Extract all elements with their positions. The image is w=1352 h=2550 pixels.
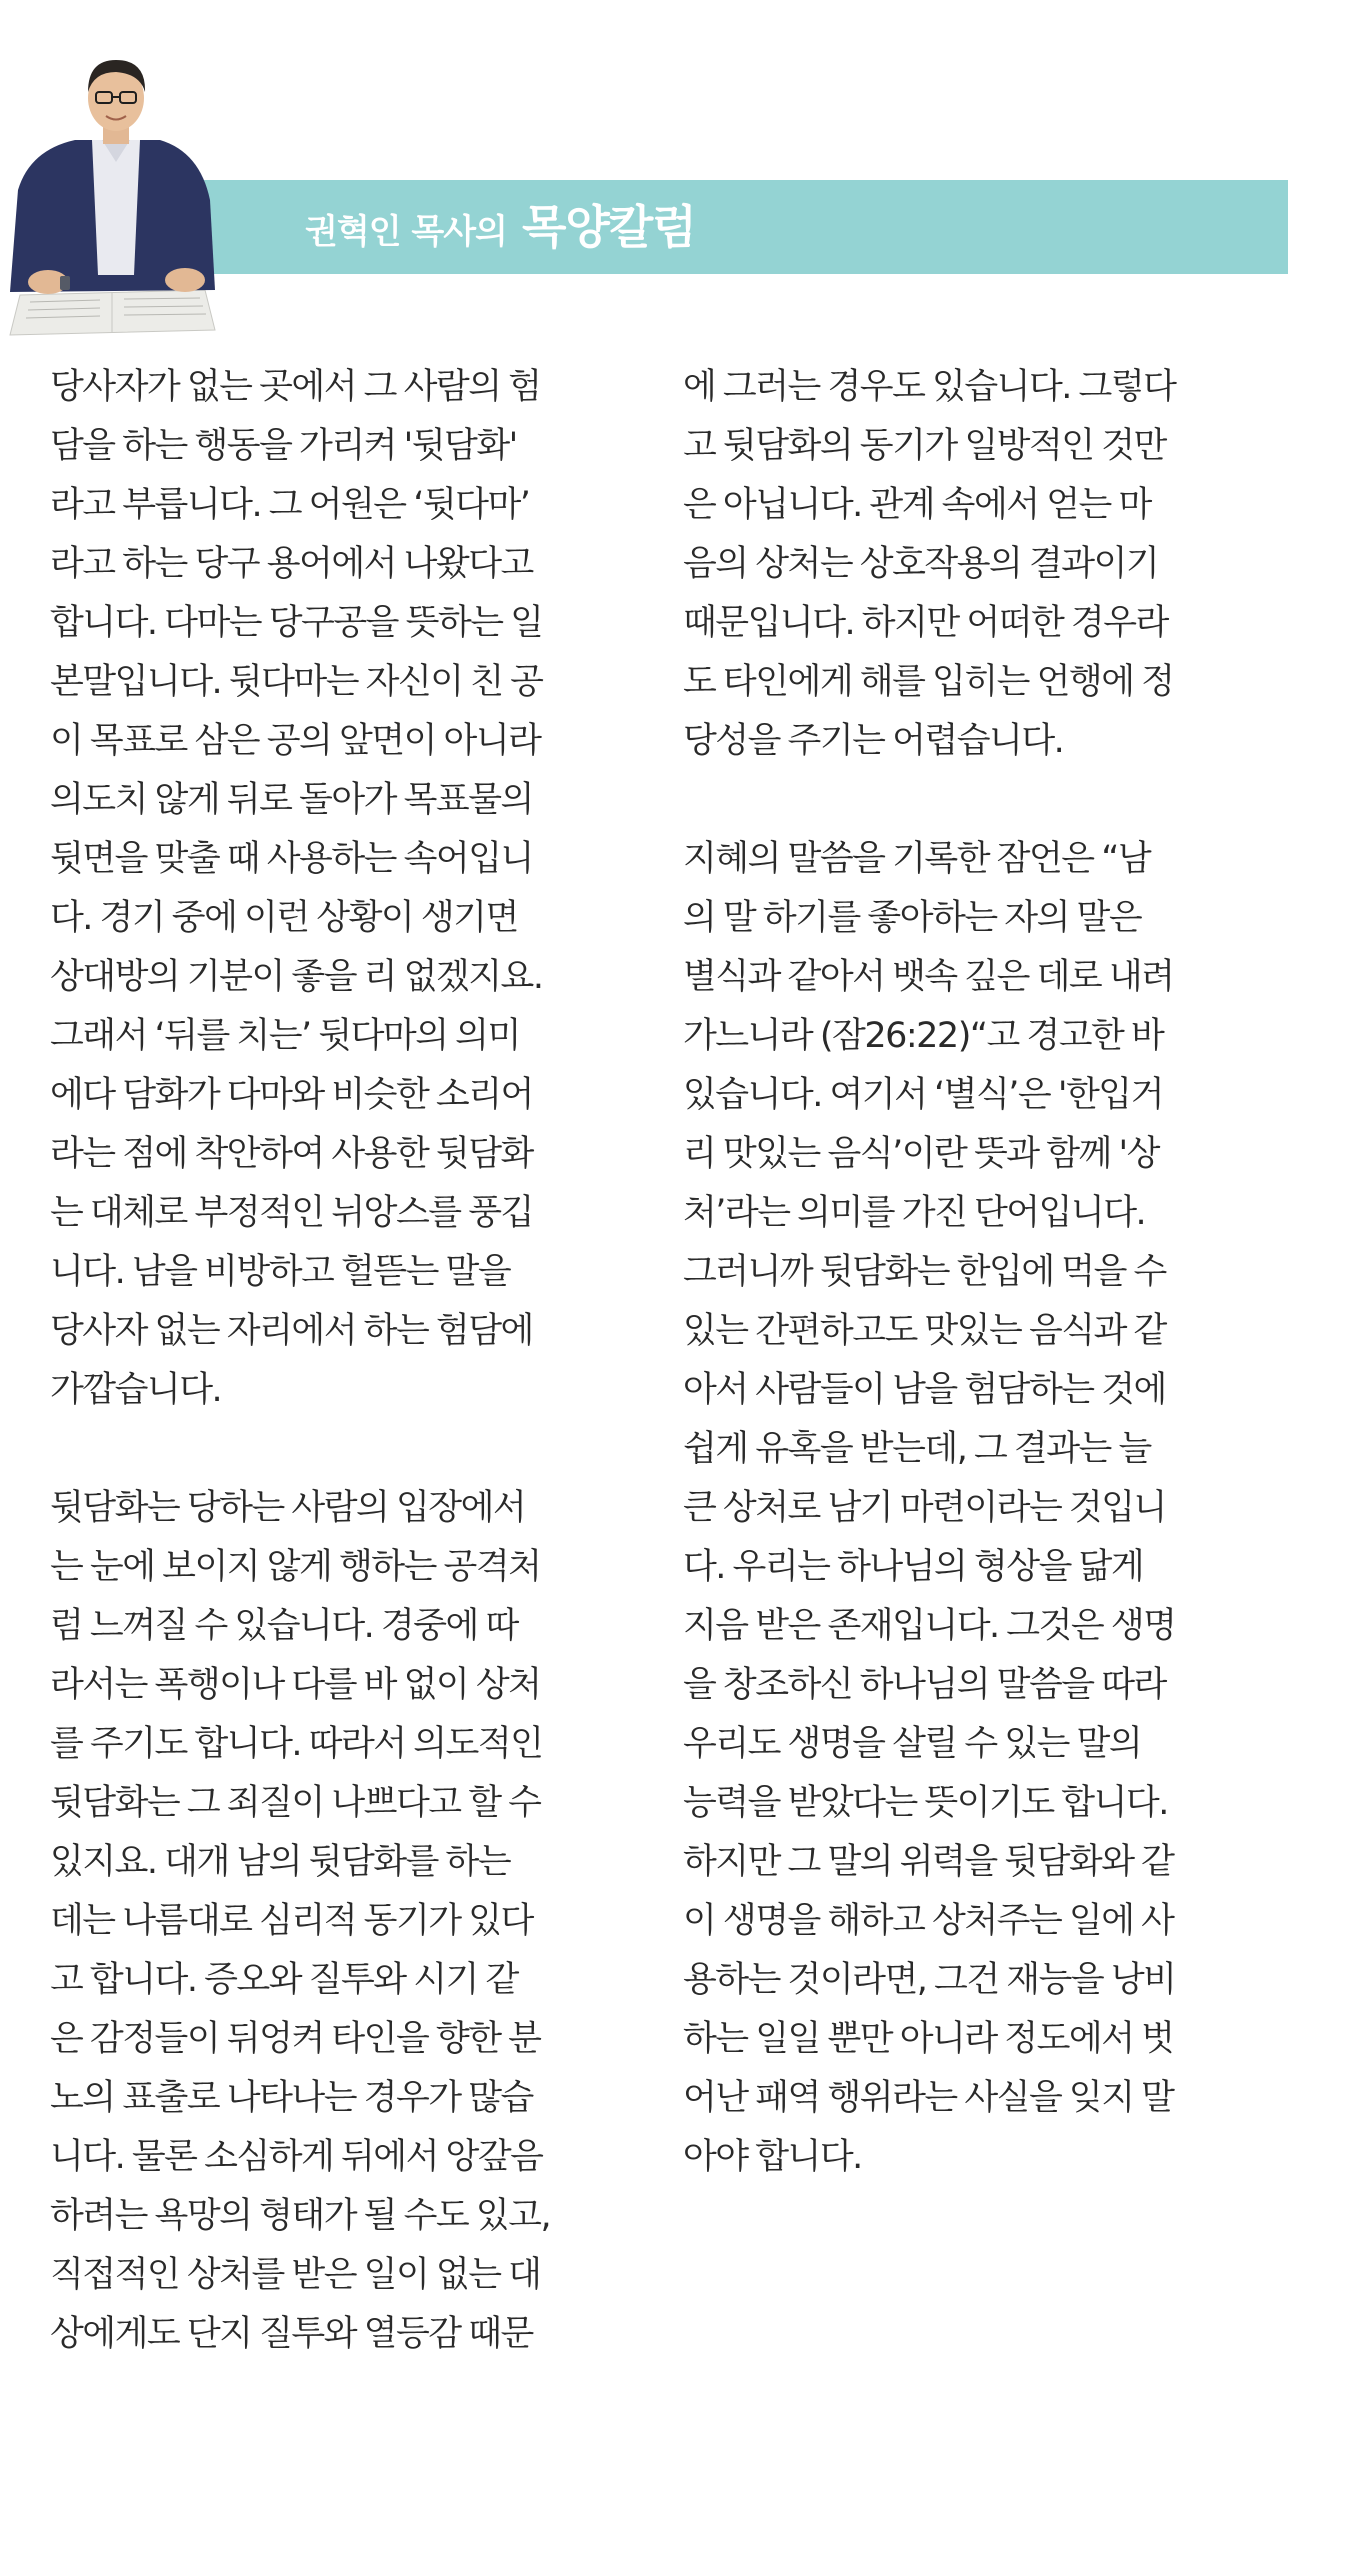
text-line: 를 주기도 합니다. 따라서 의도적인 xyxy=(50,1724,543,1764)
column-title xyxy=(305,180,696,274)
text-line: 합니다. 다마는 당구공을 뜻하는 일 xyxy=(50,603,543,643)
text-line: 는 눈에 보이지 않게 행하는 공격처 xyxy=(50,1547,541,1587)
text-line: 럼 느껴질 수 있습니다. 경중에 따 xyxy=(50,1606,518,1646)
paragraph-gap xyxy=(50,1420,635,1479)
text-line: 라서는 폭행이나 다를 바 없이 상처 xyxy=(50,1665,541,1705)
text-line: 있는 간편하고도 맛있는 음식과 같 xyxy=(683,1311,1166,1351)
text-line: 어난 패역 행위라는 사실을 잊지 말 xyxy=(683,2078,1174,2118)
text-line: 그러니까 뒷담화는 한입에 먹을 수 xyxy=(683,1252,1166,1292)
text-line: 있습니다. 여기서 ‘별식’은 '한입거 xyxy=(683,1075,1163,1115)
text-line: 도 타인에게 해를 입히는 언행에 정 xyxy=(683,662,1174,702)
text-line: 큰 상처로 남기 마련이라는 것입니 xyxy=(683,1488,1166,1528)
text-line: 아야 합니다. xyxy=(683,2137,862,2177)
text-line: 본말입니다. 뒷다마는 자신이 친 공 xyxy=(50,662,543,702)
text-line: 에다 담화가 다마와 비슷한 소리어 xyxy=(50,1075,533,1115)
text-line: 지혜의 말씀을 기록한 잠언은 “남 xyxy=(683,839,1151,879)
text-line: 라고 부릅니다. 그 어원은 ‘뒷다마’ xyxy=(50,485,530,525)
text-line: 니다. 물론 소심하게 뒤에서 앙갚음 xyxy=(50,2137,543,2177)
text-line: 당성을 주기는 어렵습니다. xyxy=(683,721,1064,761)
author-photo xyxy=(0,40,230,340)
title-main: 목양칼럼 xyxy=(522,200,696,254)
text-line: 은 감정들이 뒤엉켜 타인을 향한 분 xyxy=(50,2019,541,2059)
article-column-left xyxy=(50,358,635,2364)
text-line: 리 맛있는 음식’이란 뜻과 함께 '상 xyxy=(683,1134,1159,1174)
text-line: 이 목표로 삼은 공의 앞면이 아니라 xyxy=(50,721,541,761)
text-line: 데는 나름대로 심리적 동기가 있다 xyxy=(50,1901,533,1941)
text-line: 우리도 생명을 살릴 수 있는 말의 xyxy=(683,1724,1142,1764)
text-line: 뒷담화는 당하는 사람의 입장에서 xyxy=(50,1488,526,1528)
text-line: 가느니라 (잠26:22)“고 경고한 바 xyxy=(683,1016,1164,1056)
text-line: 다. 우리는 하나님의 형상을 닮게 xyxy=(683,1547,1144,1587)
text-line: 노의 표출로 나타나는 경우가 많습 xyxy=(50,2078,533,2118)
text-line: 아서 사람들이 남을 험담하는 것에 xyxy=(683,1370,1166,1410)
text-line: 뒷담화는 그 죄질이 나쁘다고 할 수 xyxy=(50,1783,541,1823)
title-banner xyxy=(190,180,1288,274)
text-line: 이 생명을 해하고 상처주는 일에 사 xyxy=(683,1901,1174,1941)
text-line: 다. 경기 중에 이런 상황이 생기면 xyxy=(50,898,518,938)
text-line: 있지요. 대개 남의 뒷담화를 하는 xyxy=(50,1842,511,1882)
text-line: 쉽게 유혹을 받는데, 그 결과는 늘 xyxy=(683,1429,1151,1469)
text-line: 상에게도 단지 질투와 열등감 때문 xyxy=(50,2314,533,2354)
text-line: 처’라는 의미를 가진 단어입니다. xyxy=(683,1193,1146,1233)
paragraph xyxy=(50,1479,635,2364)
text-line: 직접적인 상처를 받은 일이 없는 대 xyxy=(50,2255,541,2295)
title-prefix: 권혁인 목사의 xyxy=(305,212,507,252)
text-line: 능력을 받았다는 뜻이기도 합니다. xyxy=(683,1783,1168,1823)
text-line: 상대방의 기분이 좋을 리 없겠지요. xyxy=(50,957,543,997)
text-line: 당사자가 없는 곳에서 그 사람의 험 xyxy=(50,367,541,407)
text-line: 에 그러는 경우도 있습니다. 그렇다 xyxy=(683,367,1176,407)
text-line: 라고 하는 당구 용어에서 나왔다고 xyxy=(50,544,533,584)
text-line: 의 말 하기를 좋아하는 자의 말은 xyxy=(683,898,1142,938)
column-header xyxy=(0,0,1352,330)
text-line: 지음 받은 존재입니다. 그것은 생명 xyxy=(683,1606,1176,1646)
text-line: 하지만 그 말의 위력을 뒷담화와 같 xyxy=(683,1842,1174,1882)
text-line: 고 뒷담화의 동기가 일방적인 것만 xyxy=(683,426,1166,466)
text-line: 의도치 않게 뒤로 돌아가 목표물의 xyxy=(50,780,533,820)
paragraph xyxy=(50,358,635,1420)
text-line: 담을 하는 행동을 가리켜 '뒷담화' xyxy=(50,426,517,466)
text-line: 하려는 욕망의 형태가 될 수도 있고, xyxy=(50,2196,551,2236)
text-line: 는 대체로 부정적인 뉘앙스를 풍깁 xyxy=(50,1193,533,1233)
text-line: 은 아닙니다. 관계 속에서 얻는 마 xyxy=(683,485,1151,525)
text-line: 별식과 같아서 뱃속 깊은 데로 내려 xyxy=(683,957,1174,997)
paragraph xyxy=(683,830,1268,2187)
text-line: 그래서 ‘뒤를 치는’ 뒷다마의 의미 xyxy=(50,1016,520,1056)
right-hand xyxy=(165,268,205,292)
text-line: 음의 상처는 상호작용의 결과이기 xyxy=(683,544,1159,584)
text-line: 라는 점에 착안하여 사용한 뒷담화 xyxy=(50,1134,533,1174)
paragraph-gap xyxy=(683,771,1268,830)
text-line: 뒷면을 맞출 때 사용하는 속어입니 xyxy=(50,839,533,879)
text-line: 고 합니다. 증오와 질투와 시기 같 xyxy=(50,1960,518,2000)
text-line: 니다. 남을 비방하고 헐뜯는 말을 xyxy=(50,1252,511,1292)
text-line: 을 창조하신 하나님의 말씀을 따라 xyxy=(683,1665,1166,1705)
article-column-right xyxy=(683,358,1268,2187)
text-line: 하는 일일 뿐만 아니라 정도에서 벗 xyxy=(683,2019,1174,2059)
text-line: 용하는 것이라면, 그건 재능을 낭비 xyxy=(683,1960,1176,2000)
paragraph xyxy=(683,358,1268,771)
text-line: 당사자 없는 자리에서 하는 험담에 xyxy=(50,1311,533,1351)
text-line: 가깝습니다. xyxy=(50,1370,222,1410)
text-line: 때문입니다. 하지만 어떠한 경우라 xyxy=(683,603,1168,643)
